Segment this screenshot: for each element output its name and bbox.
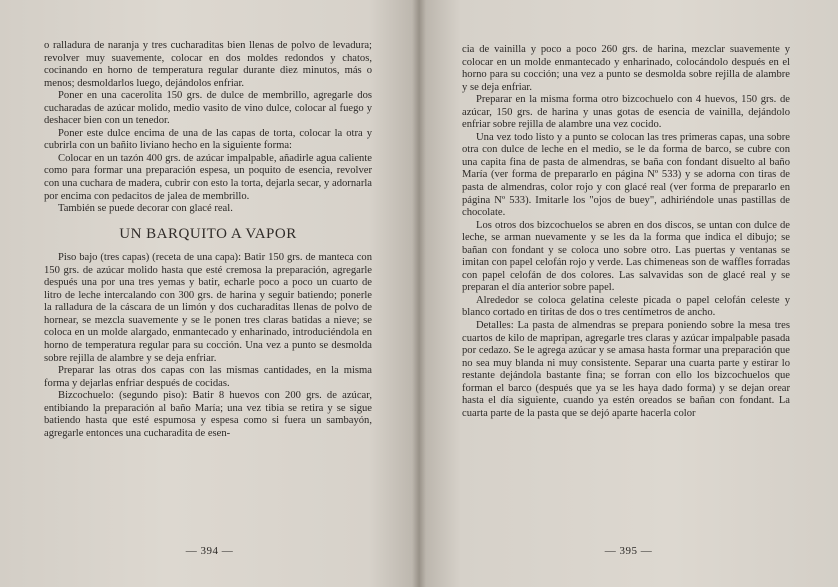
paragraph: cia de vainilla y poco a poco 260 grs. de harina, mezclar suavemente y colocar en un molde enmantecado y enharinado, colocándolo después en el horno para su cocción; una vez a punto se desmolda sobre rejilla de alambre y se deja enfriar. [462, 44, 790, 93]
paragraph: Alrededor se coloca gelatina celeste picada o papel celofán celeste y blanco cortado en tiritas de dos o tres centímetros de ancho. [462, 294, 790, 319]
paragraph: También se puede decorar con glacé real. [58, 203, 233, 215]
left-text-column [44, 40, 372, 440]
paragraph: Los otros dos bizcochuelos se abren en dos discos, se untan con dulce de leche, se arman nuevamente y se les da la forma que indica el dibujo; se bañan con fondant y se coloca uno sobre otro. Las puertas y ventanas se imitan con papel celofán rojo y verde. Las chimeneas son de waffles forradas con papel celofán de dos colores. Las salvavidas son de glacé real y se preparan el día anterior sobre papel. [462, 219, 790, 294]
paragraph: Piso bajo (tres capas) (receta de una capa): Batir 150 grs. de manteca con 150 grs. de azúcar molido hasta que esté cremosa la preparación, agregarle después una por una tres yemas y batir, echarle poco a poco un cuarto de litro de leche intercalando con 300 grs. de harina y seguir batiendo; ponerle la ralladura de la cáscara de un limón y dos cucharaditas llenas de polvo de hornear, se mezcla suavemente y se le ponen tres claras batidas a nieve; se coloca en un molde alargado, enmantecado y enharinado, introduciéndola en horno de temperatura regular para su cocción. Una vez a punto se desmolda sobre rejilla de alambre y se deja enfriar. [44, 252, 372, 364]
paragraph: Poner en una cacerolita 150 grs. de dulce de membrillo, agregarle dos cucharadas de azúcar molido, medio vasito de vino dulce, colocar al fuego y deshacer bien con un tenedor. [44, 90, 372, 127]
right-text-column [462, 44, 790, 420]
page-number: — 395 — [604, 545, 653, 557]
paragraph: Preparar en la misma forma otro bizcochuelo con 4 huevos, 150 grs. de azúcar, 150 grs. de harina y unas gotas de esencia de vainilla, dejándolo enfriar sobre rejilla de alambre una vez cocido. [462, 94, 790, 131]
page-number: — 394 — [185, 545, 234, 557]
paragraph: Colocar en un tazón 400 grs. de azúcar impalpable, añadirle agua caliente como para formar una preparación espesa, un poquito de esencia, revolver con una cuchara de madera, cubrir con esto la torta, dejarla secar, y adornarla por encima con pedacitos de jalea de membrillo. [44, 152, 372, 202]
right-page [419, 0, 838, 587]
paragraph: Una vez todo listo y a punto se colocan las tres primeras capas, una sobre otra con dulce de leche en el medio, se le da forma de barco, se cubre con una capita fina de pasta de almendras, se baña con fondant disuelto al baño María (ver forma de prepararlo en página Nº 533) y se adorna con tiras de pasta de almendras, color rojo y con glacé real (ver forma de prepararlo en página Nº 533). Imitarle los "ojos de buey", adhiriéndole unas pastillas de chocolate. [462, 131, 790, 219]
paragraph: o ralladura de naranja y tres cucharaditas bien llenas de polvo de levadura; revolver muy suavemente, colocar en dos moldes redondos y chatos, cocinando en horno de temperatura regular durante diez minutos, más o menos; desmoldarlos luego, dejándolos enfriar. [44, 40, 372, 89]
paragraph: Detalles: La pasta de almendras se prepara poniendo sobre la mesa tres cuartos de kilo de mapripan, agregarle tres claras y azúcar impalpable pasada por cedazo. Se le agrega azúcar y se amasa hasta formar una preparación que no sea muy blanda ni muy consistente. Separar una cuarta parte y estirar lo restante dejándola bastante fina; se forran con ello los bizcochuelos que forman el barco (después que ya se les haya dado forma) y se dejan orear hasta el día siguiente, cuando ya estén oreados se bañan con fondant. La cuarta parte de la pasta que se dejó aparte hacerla color [462, 320, 790, 419]
recipe-heading: UN BARQUITO A VAPOR [119, 225, 297, 242]
paragraph: Preparar las otras dos capas con las mismas cantidades, en la misma forma y dejarlas enfriar después de cocidas. [44, 365, 372, 389]
paragraph: Bizcochuelo: (segundo piso): Batir 8 huevos con 200 grs. de azúcar, entibiando la preparación al baño María; una vez tibia se retira y se sigue batiendo hasta que esté espumosa y espesa como si fuera un sambayón, agregarle entonces una cucharadita de esen- [44, 390, 372, 439]
paragraph: Poner este dulce encima de una de las capas de torta, colocar la otra y cubrirla con un bañito liviano hecho en la siguiente forma: [44, 127, 372, 152]
